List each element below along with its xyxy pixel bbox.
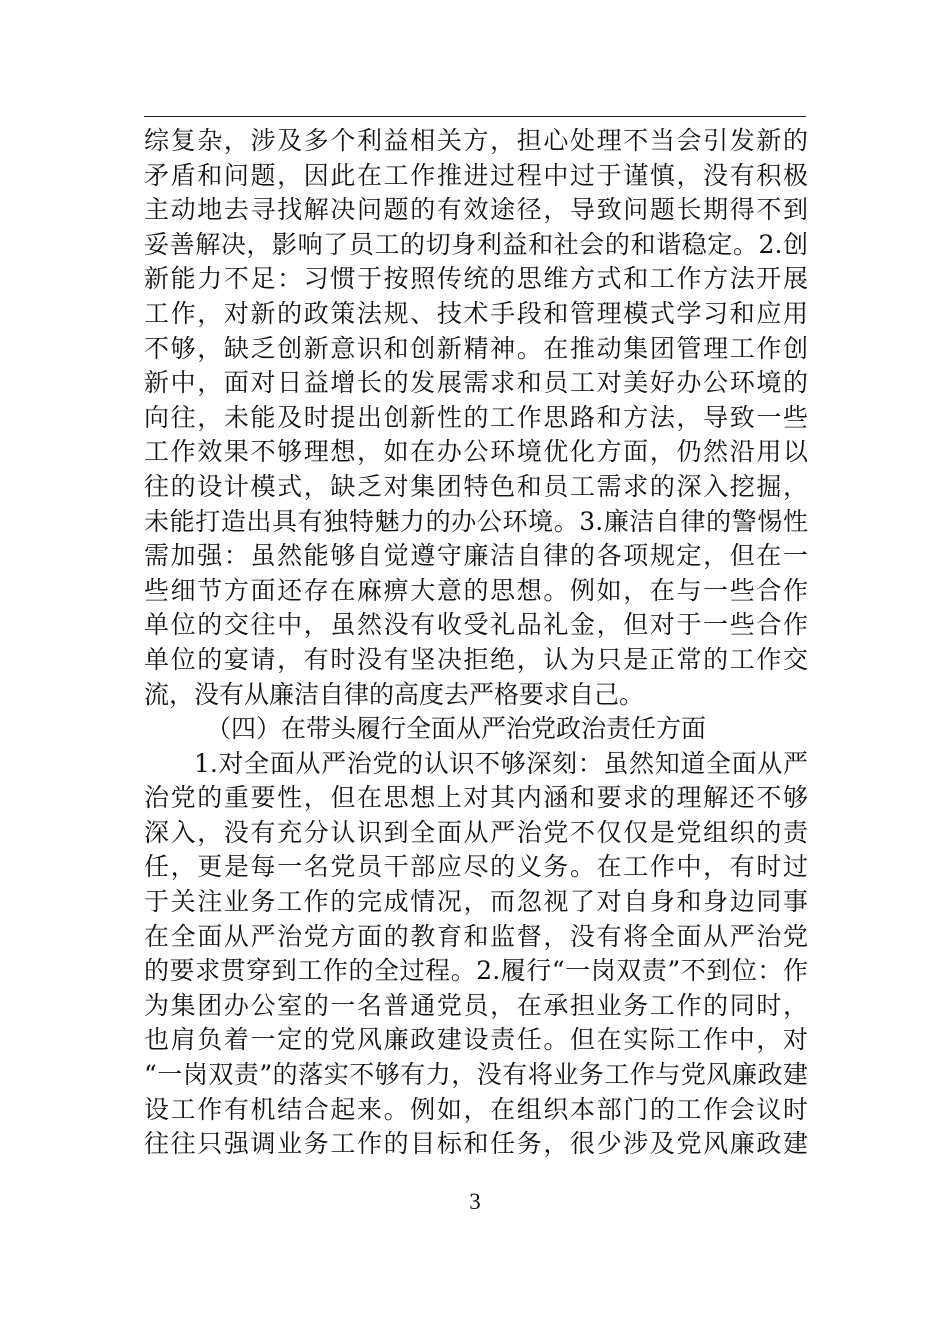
text-line: 主动地去寻找解决问题的有效途径，导致问题长期得不到	[144, 195, 808, 225]
text-line: 1.对全面从严治党的认识不够深刻：虽然知道全面从严	[194, 748, 808, 778]
text-line: 些细节方面还存在麻痹大意的思想。例如，在与一些合作	[144, 575, 808, 605]
text-line: 单位的宴请，有时没有坚决拒绝，认为只是正常的工作交	[144, 644, 808, 674]
page-number: 3	[469, 1189, 481, 1214]
text-line: 工作效果不够理想，如在办公环境优化方面，仍然沿用以	[144, 437, 808, 467]
text-line: “一岗双责”的落实不够有力，没有将业务工作与党风廉政建	[144, 1060, 808, 1090]
text-line: 需加强：虽然能够自觉遵守廉洁自律的各项规定，但在一	[144, 541, 808, 571]
text-line: 矛盾和问题，因此在工作推进过程中过于谨慎，没有积极	[144, 160, 808, 190]
text-line: 新中，面对日益增长的发展需求和员工对美好办公环境的	[144, 368, 808, 398]
text-line: 设工作有机结合起来。例如，在组织本部门的工作会议时	[144, 1094, 808, 1124]
text-line: 不够，缺乏创新意识和创新精神。在推动集团管理工作创	[144, 333, 808, 363]
body-text	[144, 124, 808, 1162]
text-line: 任，更是每一名党员干部应尽的义务。在工作中，有时过	[144, 852, 808, 882]
text-line: 妥善解决，影响了员工的切身利益和社会的和谐稳定。2.创	[144, 229, 808, 259]
text-line: 综复杂，涉及多个利益相关方，担心处理不当会引发新的	[144, 126, 808, 155]
text-line: 新能力不足：习惯于按照传统的思维方式和工作方法开展	[144, 264, 808, 294]
text-line: 于关注业务工作的完成情况，而忽视了对自身和身边同事	[144, 887, 808, 917]
text-line: 流，没有从廉洁自律的高度去严格要求自己。	[144, 679, 645, 709]
text-line: 治党的重要性，但在思想上对其内涵和要求的理解还不够	[144, 783, 808, 813]
text-line: 往往只强调业务工作的目标和任务，很少涉及党风廉政建	[144, 1129, 808, 1159]
text-line: 的要求贯穿到工作的全过程。2.履行“一岗双责”不到位：作	[144, 956, 808, 986]
text-line: 单位的交往中，虽然没有收受礼品礼金，但对于一些合作	[144, 610, 808, 640]
text-line: 为集团办公室的一名普通党员，在承担业务工作的同时，	[144, 990, 808, 1020]
text-line: 深入，没有充分认识到全面从严治党不仅仅是党组织的责	[144, 817, 808, 847]
text-line: 未能打造出具有独特魅力的办公环境。3.廉洁自律的警惕性	[144, 506, 808, 536]
text-line: 也肩负着一定的党风廉政建设责任。但在实际工作中，对	[144, 1025, 808, 1055]
text-line: 工作，对新的政策法规、技术手段和管理模式学习和应用	[144, 298, 808, 328]
section-heading: （四）在带头履行全面从严治党政治责任方面	[206, 714, 707, 744]
header-rule	[144, 116, 806, 117]
text-line: 向往，未能及时提出创新性的工作思路和方法，导致一些	[144, 402, 808, 432]
text-line: 往的设计模式，缺乏对集团特色和员工需求的深入挖掘，	[144, 471, 808, 501]
text-line: 在全面从严治党方面的教育和监督，没有将全面从严治党	[144, 921, 808, 951]
